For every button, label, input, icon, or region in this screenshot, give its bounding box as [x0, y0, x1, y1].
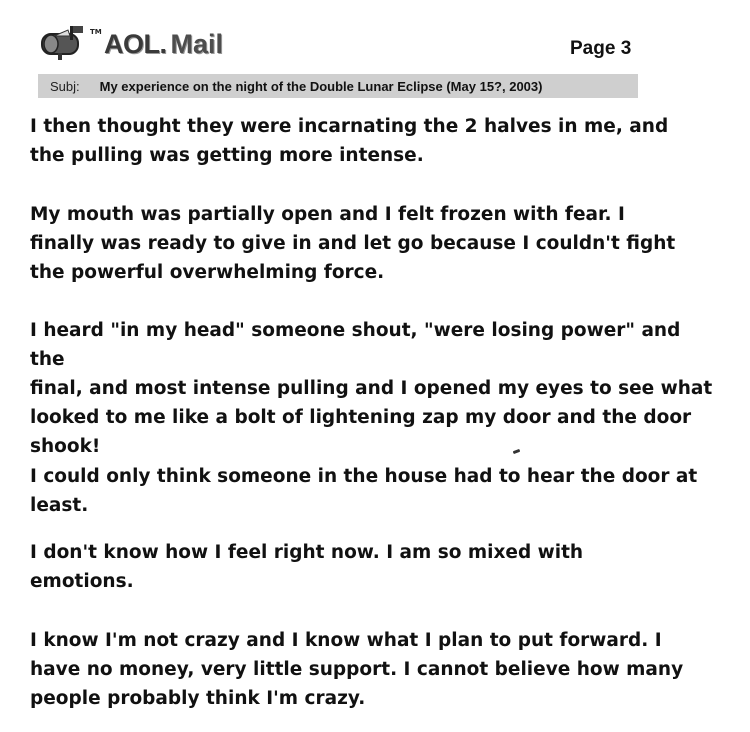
paragraph — [30, 316, 720, 461]
paragraph — [30, 200, 675, 287]
text-line: shook! — [30, 436, 101, 457]
trademark-mark: TM — [90, 28, 102, 36]
text-line: I don't know how I feel right now. I am so mixed with — [30, 542, 584, 563]
mailbox-icon — [40, 24, 92, 60]
page-number: Page 3 — [570, 38, 632, 59]
subject-text: My experience on the night of the Double Lunar Eclipse (May 15?, 2003) — [99, 78, 543, 94]
text-line: I know I'm not crazy and I know what I plan to put forward. I — [30, 630, 662, 651]
subject-label: Subj: — [50, 78, 80, 94]
text-line: I then thought they were incarnating the 2 halves in me, and — [30, 116, 669, 137]
aol-mail-logo — [40, 24, 223, 60]
text-line: My mouth was partially open and I felt frozen with fear. I — [30, 204, 625, 225]
text-line: final, and most intense pulling and I opened my eyes to see what — [30, 378, 713, 399]
text-line: the powerful overwhelming force. — [30, 262, 385, 283]
paragraph — [30, 462, 697, 520]
paragraph — [30, 112, 668, 170]
text-line: the pulling was getting more intense. — [30, 145, 424, 166]
subject-bar — [38, 74, 638, 98]
logo-aol-text: AOL. — [104, 29, 167, 59]
text-line: looked to me like a bolt of lightening zap my door and the door — [30, 407, 692, 428]
text-line: people probably think I'm crazy. — [30, 688, 366, 709]
text-line: emotions. — [30, 571, 134, 592]
text-line: I could only think someone in the house had to hear the door at — [30, 466, 698, 487]
paragraph — [30, 538, 583, 596]
text-line: finally was ready to give in and let go because I couldn't fight — [30, 233, 676, 254]
text-line: I heard "in my head" someone shout, "were losing power" and the — [30, 320, 681, 370]
logo-mail-text: Mail — [170, 29, 224, 59]
text-line: least. — [30, 495, 89, 516]
paragraph — [30, 626, 683, 713]
text-line: have no money, very little support. I cannot believe how many — [30, 659, 684, 680]
